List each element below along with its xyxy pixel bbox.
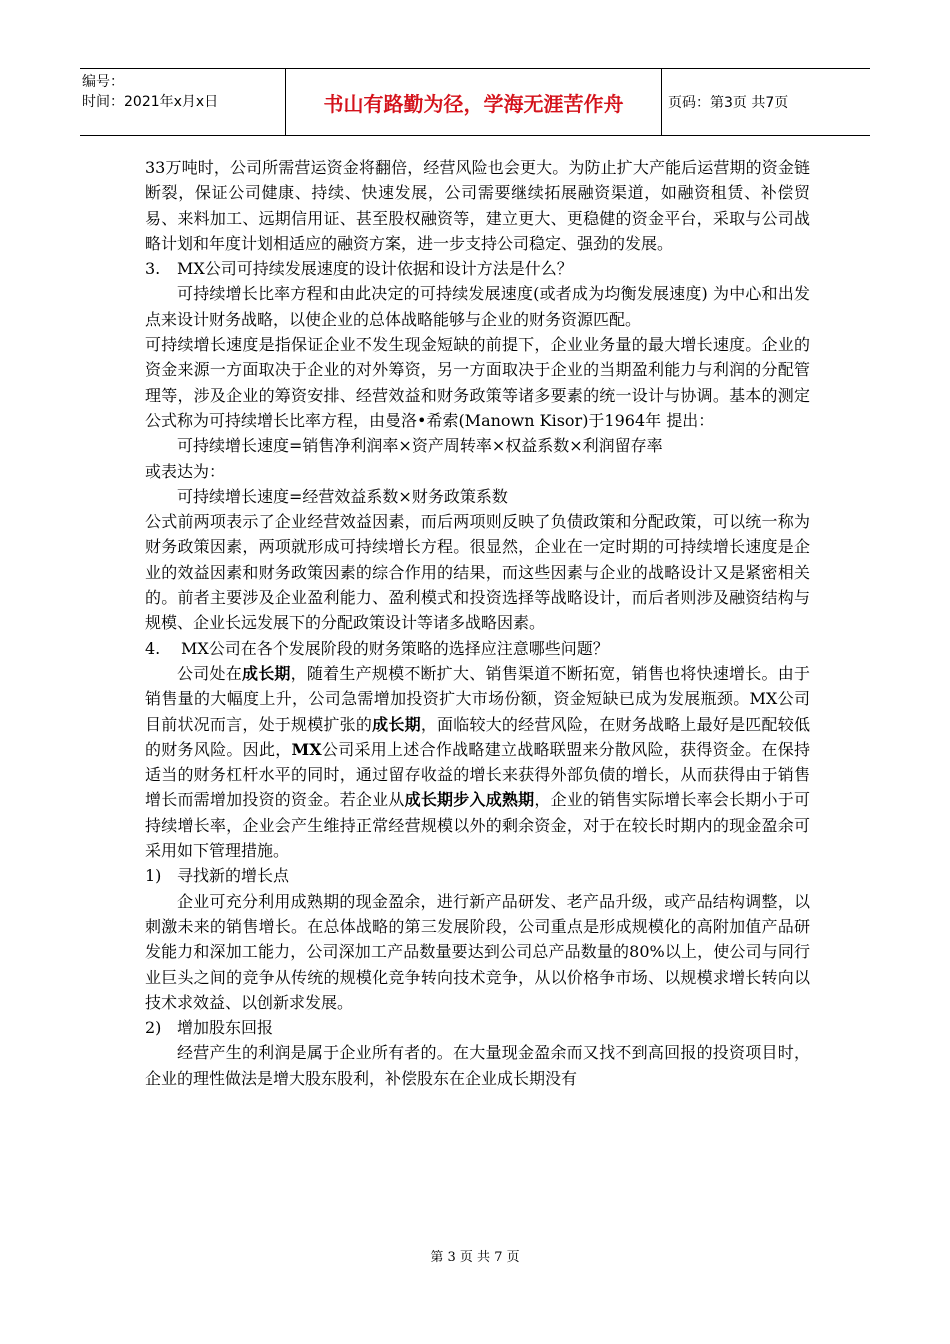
subsection-number: 1) (145, 866, 162, 886)
subsection-2 (145, 1015, 810, 1040)
doc-time-label: 时间：2021年x月x日 (82, 94, 219, 110)
header-motto: 书山有路勤为径，学海无涯苦作舟 (286, 69, 662, 135)
bold-term: 成长期 (372, 714, 421, 734)
text-run: 公司采用上述合作战略建立战略联盟来分散风险，获得资金。在保持适当的财务杠杆水平的同时，通过留存收益的增长来获得外部负债的增长，从而获得由于销售增长而需增加投资的资金。若企业从 (145, 739, 810, 810)
paragraph: 公式前两项表示了企业经营效益因素，而后两项则反映了负债政策和分配政策，可以统一称为财务政策因素，两项就形成可持续增长方程。很显然，企业在一定时期的可持续增长速度是企业的效益因素和财务政策因素的综合作用的结果，而这些因素与企业的战略设计又是紧密相关的。前者主要涉及企业盈利能力、盈利模式和投资选择等战略设计，而后者则涉及融资结构与规模、企业长远发展下的分配政策设计等诸多战略因素。 (145, 512, 810, 633)
paragraph: 经营产生的利润是属于企业所有者的。在大量现金盈余而又找不到高回报的投资项目时，企业的理性做法是增大股东股利，补偿股东在企业成长期没有 (145, 1043, 810, 1088)
paragraph: 可持续增长速度是指保证企业不发生现金短缺的前提下，企业业务量的最大增长速度。企业的资金来源一方面取决于企业的对外筹资，另一方面取决于企业的当期盈利能力与利润的分配管理等，涉及企业的筹资安排、经营效益和财务政策等诸多要素的统一设计与协调。基本的测定公式称为可持续增长比率方程，由曼洛•希索(Manown Kisor)于1964年 提出： (145, 335, 810, 430)
header-page-info: 页码：第3页 共7页 (668, 95, 789, 111)
question-text: MX公司在各个发展阶段的财务策略的选择应注意哪些问题？ (181, 638, 609, 658)
text-run: ，随着生产规模不断扩大、销售渠道不断拓宽，销售也将快速增长。由于销售量的大幅度上升，公司急需增加投资扩大市场份额，资金短缺已成为发展瓶颈。MX公司目前状况而言，处于规模扩张的 (145, 663, 810, 734)
paragraph: 可持续增长比率方程和由此决定的可持续发展速度(或者成为均衡发展速度) 为中心和出发点来设计财务战略，以使企业的总体战略能够与企业的财务资源匹配。 (145, 284, 810, 329)
question-number: 4. (145, 638, 161, 658)
doc-number-label: 编号： (82, 74, 124, 90)
text-run: 公司处在 (177, 663, 242, 683)
page-header (80, 68, 870, 136)
subsection-title: 寻找新的增长点 (177, 866, 290, 886)
paragraph: 33万吨时，公司所需营运资金将翻倍，经营风险也会更大。为防止扩大产能后运营期的资金链断裂，保证公司健康、持续、快速发展，公司需要继续拓展融资渠道，如融资租赁、补偿贸易、来料加工、远期信用证、甚至股权融资等，建立更大、更稳健的资金平台，采取与公司战略计划和年度计划相适应的融资方案，进一步支持公司稳定、强劲的发展。 (145, 158, 810, 253)
subsection-title: 增加股东回报 (177, 1018, 274, 1038)
bold-term: MX (291, 739, 322, 759)
header-meta (80, 69, 286, 135)
question-4 (145, 636, 810, 661)
question-3 (145, 256, 810, 281)
paragraph: 企业可充分利用成熟期的现金盈余，进行新产品研发、老产品升级，或产品结构调整，以刺激未来的销售增长。在总体战略的第三发展阶段，公司重点是形成规模化的高附加值产品研发能力和深加工能力，公司深加工产品数量要达到公司总产品数量的80%以上，使公司与同行业巨头之间的竞争从传统的规模化竞争转向技术竞争，从以价格争市场、以规模求增长转向以技术求效益、以创新求发展。 (145, 891, 810, 1012)
page-footer: 第 3 页 共 7 页 (430, 1250, 520, 1265)
text-run: ，面临较大的经营风险，在财务战略上最好是匹配较低的财务风险。因此， (145, 714, 810, 759)
document-body (145, 155, 810, 1091)
subsection-1 (145, 863, 810, 888)
paragraph (145, 661, 810, 863)
formula-line: 可持续增长速度=经营效益系数×财务政策系数 (177, 486, 508, 506)
text-run: ，企业的销售实际增长率会长期小于可持续增长率，企业会产生维持正常经营规模以外的剩余资金，对于在较长时期内的现金盈余可采用如下管理措施。 (145, 790, 810, 861)
bold-term: 成长期步入成熟期 (404, 790, 535, 810)
text-line: 或表达为： (145, 461, 226, 481)
question-number: 3. (145, 259, 161, 279)
formula-line: 可持续增长速度=销售净利润率×资产周转率×权益系数×利润留存率 (177, 436, 663, 456)
question-text: MX公司可持续发展速度的设计依据和设计方法是什么？ (177, 259, 573, 279)
bold-term: 成长期 (241, 663, 291, 683)
subsection-number: 2) (145, 1018, 162, 1038)
